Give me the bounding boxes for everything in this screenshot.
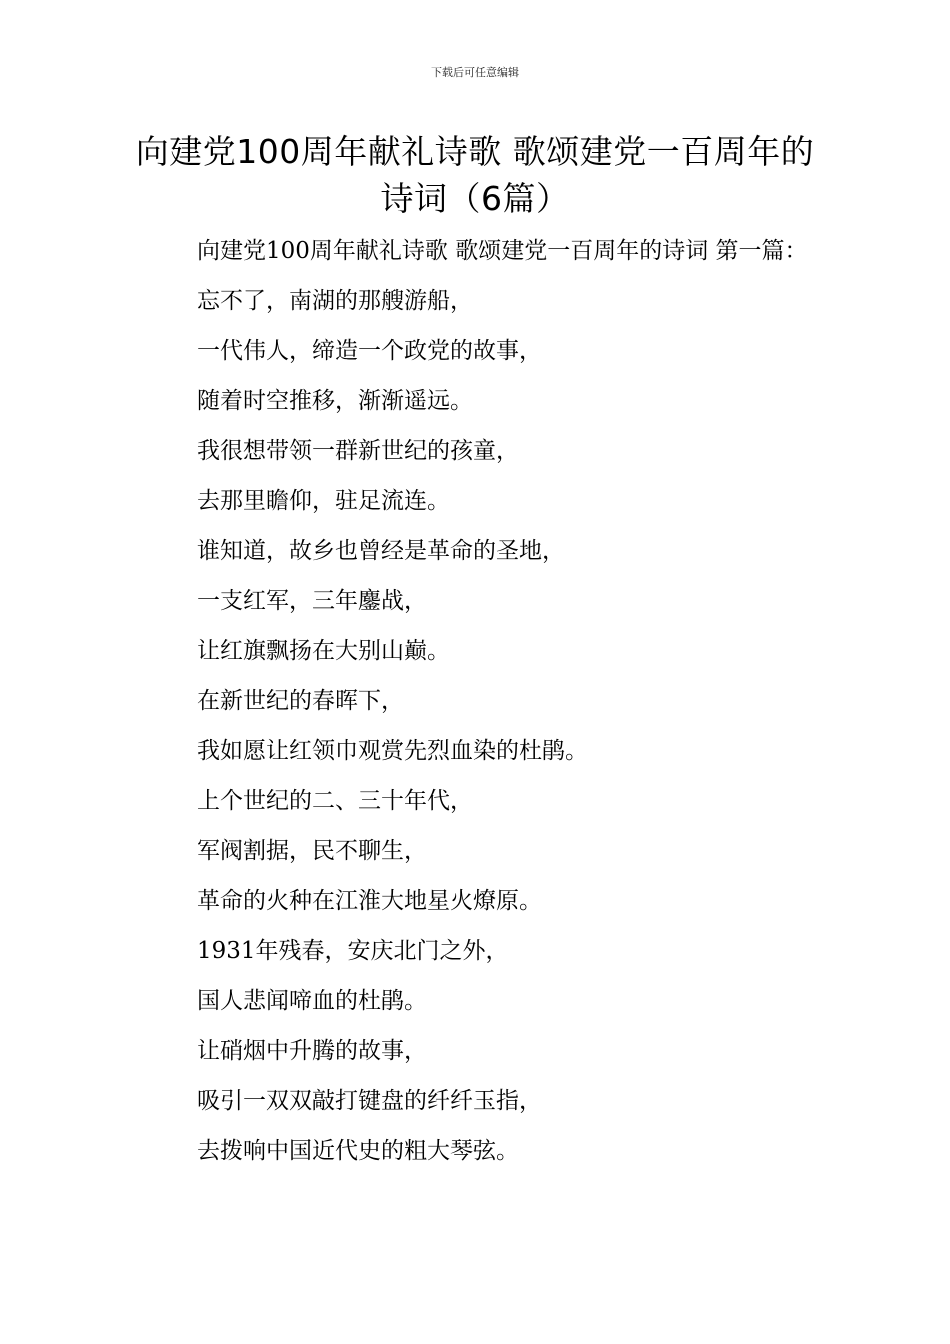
poem-line: 军阀割据，民不聊生， — [197, 838, 427, 864]
poem-line: 一代伟人，缔造一个政党的故事， — [197, 338, 542, 364]
document-body — [145, 226, 810, 1176]
poem-line: 去拨响中国近代史的粗大琴弦。 — [197, 1138, 519, 1164]
header-note: 下载后可任意编辑 — [431, 66, 519, 79]
document-title: 向建党100周年献礼诗歌 歌颂建党一百周年的诗词（6篇） — [135, 132, 815, 218]
poem-line: 让红旗飘扬在大别山巅。 — [197, 638, 450, 664]
poem — [145, 276, 810, 1176]
poem-line: 忘不了，南湖的那艘游船， — [197, 288, 473, 314]
poem-line: 我很想带领一群新世纪的孩童， — [197, 438, 519, 464]
poem-line: 1931年残春，安庆北门之外， — [197, 938, 509, 964]
poem-line: 谁知道，故乡也曾经是革命的圣地， — [197, 538, 565, 564]
poem-line: 一支红军，三年鏖战， — [197, 588, 427, 614]
poem-line: 革命的火种在江淮大地星火燎原。 — [197, 888, 542, 914]
poem-line: 上个世纪的二、三十年代， — [197, 788, 473, 814]
intro-paragraph: 向建党100周年献礼诗歌 歌颂建党一百周年的诗词 第一篇： — [197, 238, 808, 264]
poem-line: 我如愿让红领巾观赏先烈血染的杜鹃。 — [197, 738, 588, 764]
poem-line: 让硝烟中升腾的故事， — [197, 1038, 427, 1064]
poem-line: 随着时空推移，渐渐遥远。 — [197, 388, 473, 414]
poem-line: 国人悲闻啼血的杜鹃。 — [197, 988, 427, 1014]
poem-line: 吸引一双双敲打键盘的纤纤玉指， — [197, 1088, 542, 1114]
poem-line: 在新世纪的春晖下， — [197, 688, 404, 714]
poem-line: 去那里瞻仰，驻足流连。 — [197, 488, 450, 514]
